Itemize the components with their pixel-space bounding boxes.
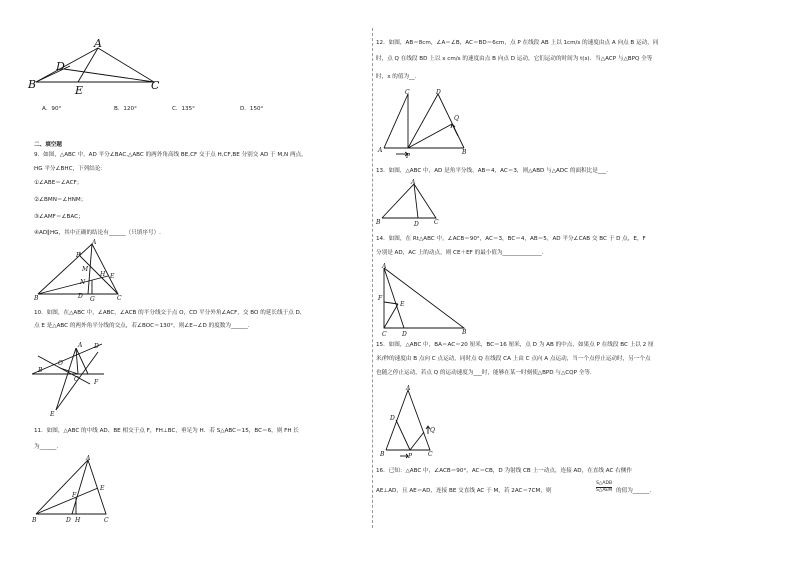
option-d: D．150° xyxy=(240,106,264,112)
q12-label-Q: Q xyxy=(454,115,459,122)
q9-figure xyxy=(34,238,134,304)
option-c: C．135° xyxy=(172,106,195,112)
q9-conclusion-3: ③∠AMF＝∠BAC； xyxy=(34,214,84,220)
q9-label-C: C xyxy=(117,295,122,302)
q14-label-F: F xyxy=(378,295,383,302)
q11-label-H: H xyxy=(75,517,81,524)
q12-label-P: P xyxy=(406,153,411,160)
q10-label-C: C xyxy=(74,376,79,383)
q14-line-1: 14．如图，在 Rt△ABC 中，∠ACB＝90°，AC＝3，BC＝4，AB＝5，AD 平分∠CAB 交 BC 于 D 点，E，F xyxy=(376,236,646,242)
q11-label-D: D xyxy=(66,517,71,524)
option-b: B．120° xyxy=(114,106,137,112)
q13-label-D: D xyxy=(414,221,419,228)
label-E: E xyxy=(75,84,84,97)
q12-label-B: B xyxy=(462,149,467,156)
q15-line-3: 也随之停止运动，若点 Q 的运动速度为___时，能够在某一时刻使△BPD 与△CQP 全等. xyxy=(376,370,592,376)
q15-label-D: D xyxy=(390,415,395,422)
q16-fraction-denominator: S△AEM xyxy=(596,488,613,493)
q11-label-F: F xyxy=(72,492,77,499)
q14-line-2: 分别是 AD，AC 上的动点，则 CE＋EF 的最小值为______________. xyxy=(376,250,544,256)
q11-label-A: A xyxy=(86,455,91,462)
q11-line-1: 11．如图，△ABC 的中线 AD、BE 相交于点 F，FH⊥BC，垂足为 H．若 S△ABC＝15，BC＝6，则 FH 长 xyxy=(34,428,299,434)
q10-label-F: F xyxy=(94,379,99,386)
q11-label-B: B xyxy=(32,517,37,524)
q9-conclusion-1: ①∠ABE＝∠ACF； xyxy=(34,180,83,186)
q15-line-1: 15．如图，△ABC 中，BA＝AC＝20 厘米，BC＝16 厘米，点 D 为 AB 的中点，如果点 P 在线段 BC 上以 2 厘 xyxy=(376,342,654,348)
q12-label-C: C xyxy=(405,89,410,96)
q16-fraction-numerator: S△ADB xyxy=(596,481,613,486)
q10-figure xyxy=(30,334,110,416)
q9-conclusion-4: ④AD∥HG，其中正确的结论有______（只填序号）. xyxy=(34,230,161,236)
label-A: A xyxy=(94,37,102,50)
q12-label-D: D xyxy=(436,89,441,96)
q9-label-N: N xyxy=(80,279,86,286)
q14-figure xyxy=(376,262,476,338)
q13-label-A: A xyxy=(411,179,416,186)
column-divider xyxy=(372,28,373,528)
label-D: D xyxy=(56,60,65,73)
q11-figure xyxy=(30,454,120,524)
q11-label-E: E xyxy=(100,485,105,492)
q11-line-2: 为______. xyxy=(34,444,59,450)
q13-line-1: 13．如图，△ABC 中，AD 是角平分线，AB＝4，AC＝3，则△ABD 与△ADC 的面积比是___. xyxy=(376,168,608,174)
q9-label-G: G xyxy=(90,296,95,303)
q13-label-C: C xyxy=(434,219,439,226)
q13-figure xyxy=(376,178,446,228)
q14-label-B: B xyxy=(462,329,467,336)
q12-line-2: 时，点 Q 在线段 BD 上以 x cm/s 的速度由点 B 向点 D 运动，它们运动的时间为 t(s)．当△ACP 与△BPQ 全等 xyxy=(376,56,653,62)
q10-label-O: O xyxy=(58,360,63,367)
q16-line-2b: 的值为______. xyxy=(616,488,652,494)
q12-line-3: 时，x 的值为__. xyxy=(376,74,417,80)
q10-label-B: B xyxy=(38,367,43,374)
q15-label-Q: Q xyxy=(430,427,435,434)
q9-label-F: F xyxy=(76,252,81,259)
q15-label-C: C xyxy=(428,451,433,458)
q10-line-2: 点 E 是△ABC 的两外角平分线的交点，若∠BOC＝130°，则∠E−∠D 的度数为______. xyxy=(34,323,250,329)
q16-line-2a: AE⊥AD，且 AE＝AD，连接 BE 交直线 AC 于 M，若 2AC＝7CM，则 xyxy=(376,488,552,494)
option-a: A．90° xyxy=(42,106,62,112)
q10-label-E: E xyxy=(50,411,55,418)
q9-label-E: E xyxy=(110,273,115,280)
q12-line-1: 12．如图，AB＝8cm，∠A＝∠B，AC＝BD＝6cm，点 P 在线段 AB 上以 1cm/s 的速度由点 A 向点 B 运动，同 xyxy=(376,40,659,46)
label-B: B xyxy=(28,78,37,91)
section-title: 二、填空题 xyxy=(34,142,62,148)
triangle-figure-top xyxy=(28,36,168,96)
q13-label-B: B xyxy=(376,219,381,226)
q10-label-A: A xyxy=(78,342,83,349)
q15-line-2: 米/秒的速度由 B 点向 C 点运动，同时点 Q 在线段 CA 上由 C 点向 A 点运动，当一个点停止运动时，另一个点 xyxy=(376,356,651,362)
q9-label-M: M xyxy=(82,266,89,273)
q9-line-1: 9．如图，△ABC 中，AD 平分∠BAC,△ABC 的两外角高线 BE,CF 交于点 H,CF,BE 分别交 AD 于 M,N 两点， xyxy=(34,152,307,158)
q11-label-C: C xyxy=(104,517,109,524)
q12-label-A: A xyxy=(378,147,383,154)
q16-line-1: 16．已知：△ABC 中，∠ACB＝90°，AC＝CB，D 为射线 CB 上一动点，连接 AD，在直线 AC 右侧作 xyxy=(376,468,632,474)
q10-label-D: D xyxy=(94,343,99,350)
label-C: C xyxy=(151,79,160,92)
q14-label-E: E xyxy=(400,301,405,308)
q15-label-A: A xyxy=(406,385,411,392)
q14-label-D: D xyxy=(402,331,407,338)
q15-label-P: P xyxy=(408,453,413,460)
q9-line-2: HG 平分∠BHC，下列结论： xyxy=(34,166,107,172)
q9-label-B: B xyxy=(34,295,39,302)
q9-conclusion-2: ②∠BMN＝∠HNM； xyxy=(34,197,87,203)
q15-label-B: B xyxy=(380,451,385,458)
q9-label-H: H xyxy=(100,271,106,278)
q14-label-C: C xyxy=(382,331,387,338)
q9-label-D: D xyxy=(78,293,83,300)
q10-line-1: 10．如图，在△ABC 中，∠ABC，∠ACB 的平分线交于点 O，CD 平分外角∠ACF，交 BO 的延长线于点 D, xyxy=(34,310,302,316)
q12-figure xyxy=(374,86,474,160)
q16-fraction xyxy=(596,481,612,494)
q15-figure xyxy=(378,384,448,460)
q14-label-A: A xyxy=(382,263,387,270)
q9-label-A: A xyxy=(92,239,97,246)
